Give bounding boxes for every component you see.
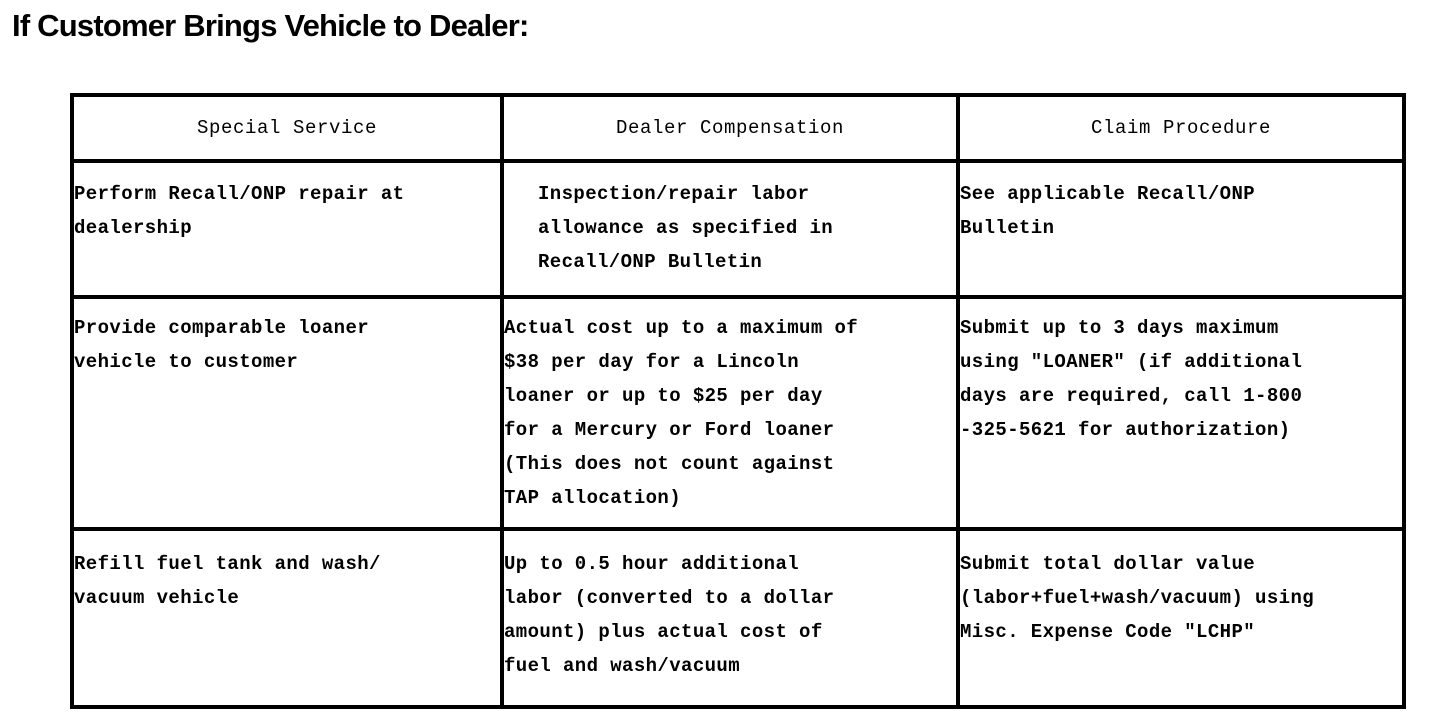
- dealer-compensation-cell: Actual cost up to a maximum of $38 per day for a Lincoln loaner or up to $25 per day for a Mercury or Ford loaner (This does not count against TAP allocation): [502, 297, 958, 529]
- compensation-table: [70, 93, 1406, 709]
- claim-procedure-cell: Submit total dollar value (labor+fuel+wash/vacuum) using Misc. Expense Code "LCHP": [958, 529, 1404, 707]
- page-title: If Customer Brings Vehicle to Dealer:: [12, 8, 529, 43]
- header-dealer-compensation: Dealer Compensation: [502, 95, 958, 161]
- table-header-row: [72, 95, 1404, 161]
- header-claim-procedure: Claim Procedure: [958, 95, 1404, 161]
- header-special-service: Special Service: [72, 95, 502, 161]
- table-row: [72, 529, 1404, 707]
- dealer-compensation-cell: Up to 0.5 hour additional labor (converted to a dollar amount) plus actual cost of fuel and wash/vacuum: [502, 529, 958, 707]
- claim-procedure-cell: See applicable Recall/ONP Bulletin: [958, 161, 1404, 297]
- table-row: [72, 297, 1404, 529]
- special-service-cell: Refill fuel tank and wash/ vacuum vehicle: [72, 529, 502, 707]
- special-service-cell: Perform Recall/ONP repair at dealership: [72, 161, 502, 297]
- dealer-compensation-cell: Inspection/repair labor allowance as specified in Recall/ONP Bulletin: [502, 161, 958, 297]
- table-row: [72, 161, 1404, 297]
- special-service-cell: Provide comparable loaner vehicle to customer: [72, 297, 502, 529]
- claim-procedure-cell: Submit up to 3 days maximum using "LOANER" (if additional days are required, call 1-800 -325-5621 for authorization): [958, 297, 1404, 529]
